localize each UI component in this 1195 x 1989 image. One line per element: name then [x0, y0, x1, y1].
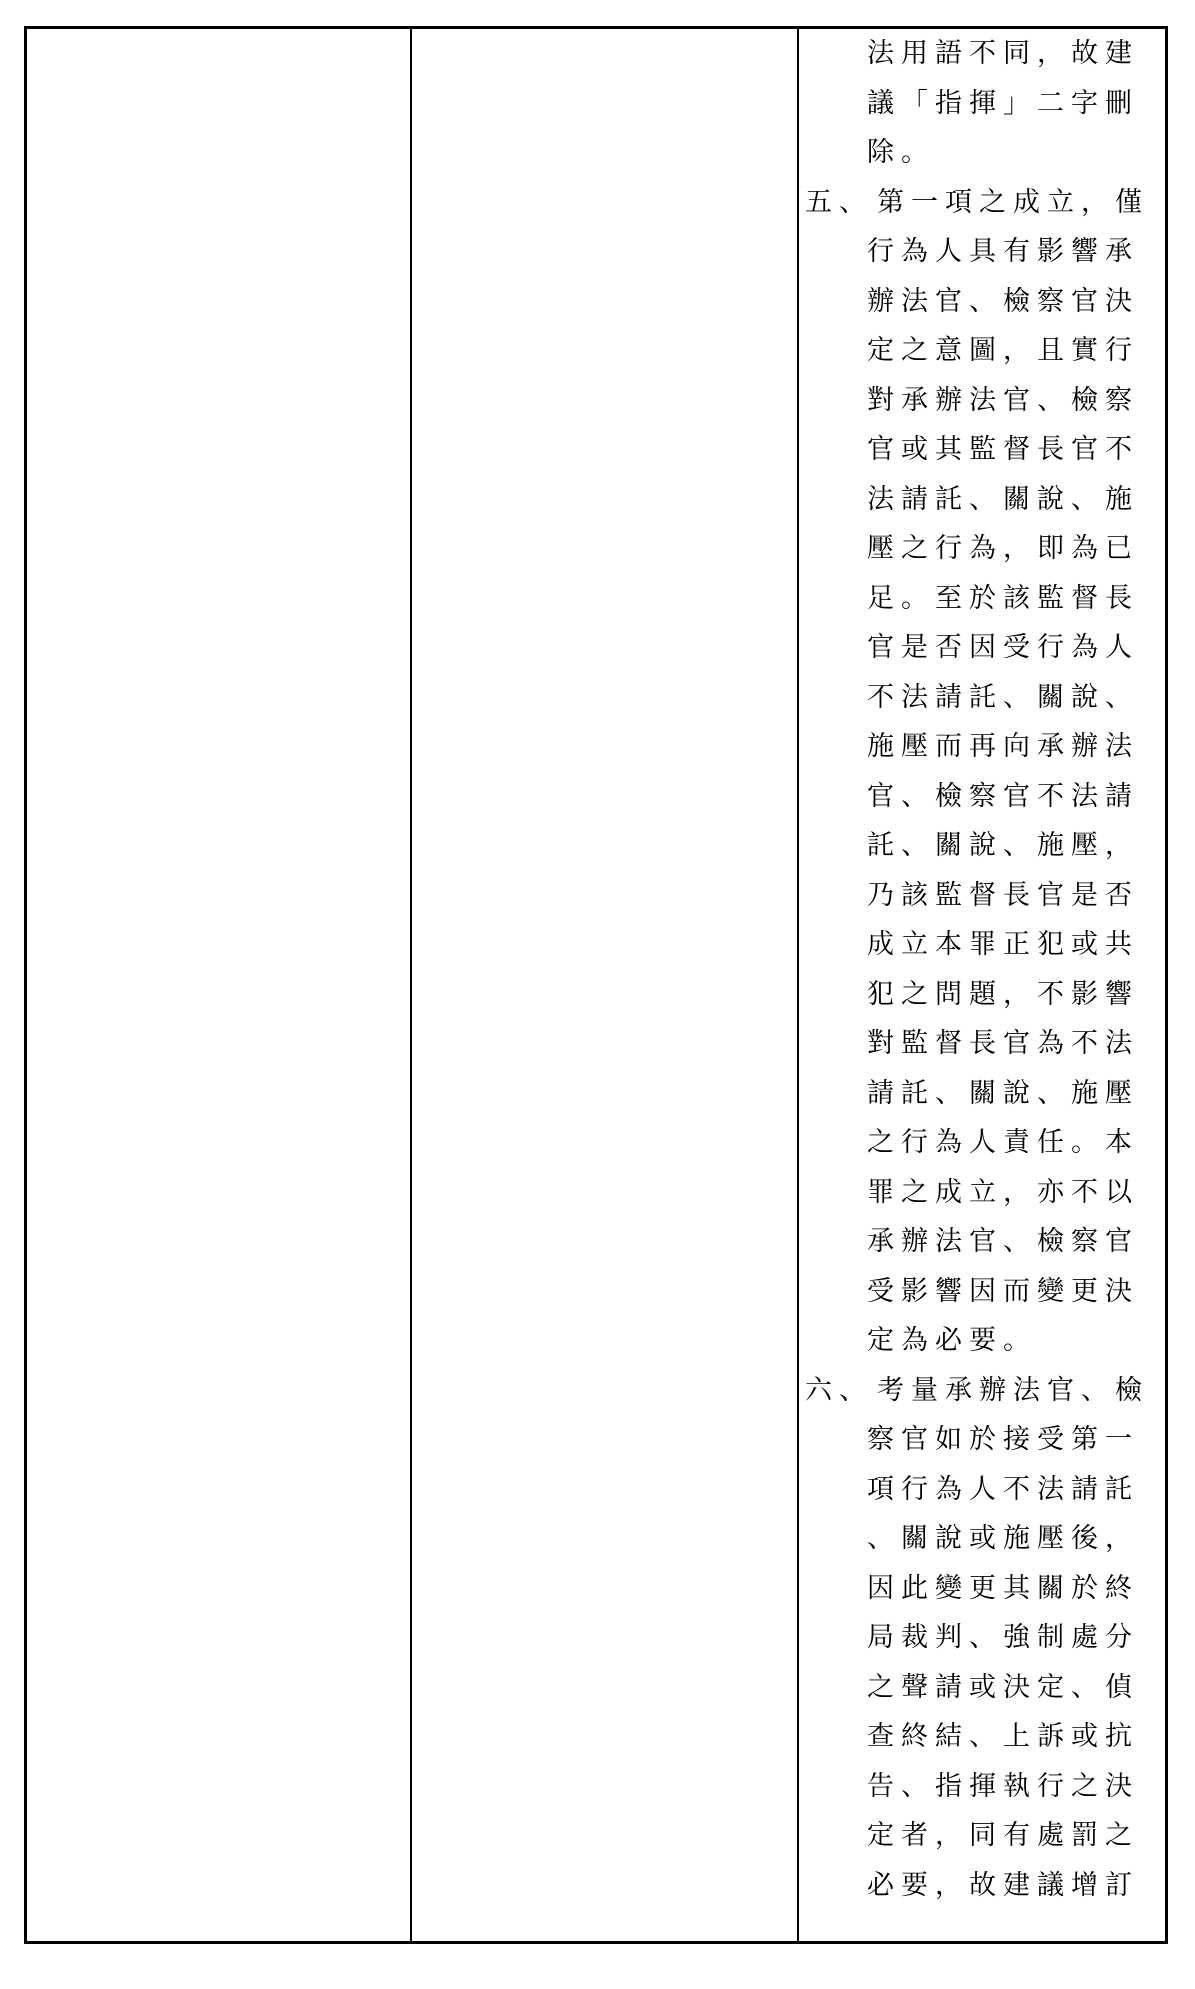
text-line: 成立本罪正犯或共 [867, 929, 1139, 960]
text-line: 、關說或施壓後， [867, 1523, 1139, 1554]
text-line: 不法請託、關說、 [867, 681, 1139, 713]
table-column-3 [799, 29, 1165, 1941]
text-line: 乃該監督長官是否 [867, 879, 1139, 911]
text-line: 施壓而再向承辦法 [867, 731, 1139, 762]
text-line: 足。至於該監督長 [867, 582, 1139, 614]
text-line: 行為人具有影響承 [867, 236, 1139, 267]
list-marker: 六、 [805, 1374, 873, 1406]
text-line: 議「指揮」二字刪 [867, 87, 1139, 119]
text-line: 承辦法官、檢察官 [867, 1226, 1139, 1257]
text-line: 告、指揮執行之決 [867, 1770, 1139, 1802]
text-line: 官或其監督長官不 [867, 434, 1139, 465]
list-marker: 五、 [805, 186, 873, 218]
text-line: 定之意圖，且實行 [867, 335, 1139, 366]
table-column-1 [27, 29, 412, 1941]
text-line: 託、關說、施壓， [867, 830, 1139, 861]
text-line: 除。 [867, 137, 935, 168]
text-line: 對監督長官為不法 [867, 1028, 1139, 1059]
text-line: 查終結、上訴或抗 [867, 1721, 1139, 1752]
text-line: 官是否因受行為人 [867, 632, 1139, 663]
text-line: 法請託、關說、施 [867, 483, 1139, 515]
list-item-5-first-line [799, 178, 1165, 228]
explanation-text [799, 29, 1165, 1910]
text-line: 必要，故建議增訂 [867, 1869, 1139, 1901]
text-line: 法用語不同，故建 [867, 38, 1139, 69]
table-column-2 [412, 29, 799, 1941]
text-line: 定者，同有處罰之 [867, 1820, 1139, 1851]
text-line: 之行為人責任。本 [867, 1127, 1139, 1158]
text-line: 考量承辦法官、檢 [877, 1374, 1149, 1406]
text-line: 壓之行為，即為已 [867, 533, 1139, 564]
text-line: 之聲請或決定、偵 [867, 1671, 1139, 1703]
text-line: 受影響因而變更決 [867, 1275, 1139, 1307]
text-line: 罪之成立，亦不以 [867, 1176, 1139, 1208]
text-line: 對承辦法官、檢察 [867, 384, 1139, 416]
text-line: 官、檢察官不法請 [867, 780, 1139, 812]
text-line: 犯之問題，不影響 [867, 978, 1139, 1010]
text-line: 因此變更其關於終 [867, 1572, 1139, 1604]
text-line: 定為必要。 [867, 1325, 1037, 1356]
text-line: 察官如於接受第一 [867, 1424, 1139, 1455]
text-line: 項行為人不法請託 [867, 1473, 1139, 1505]
text-line: 辦法官、檢察官決 [867, 285, 1139, 317]
text-line: 第一項之成立，僅 [877, 186, 1149, 218]
document-table [24, 26, 1168, 1944]
text-line: 局裁判、強制處分 [867, 1622, 1139, 1653]
list-item-6-first-line [799, 1366, 1165, 1416]
text-line: 請託、關說、施壓 [867, 1077, 1139, 1109]
